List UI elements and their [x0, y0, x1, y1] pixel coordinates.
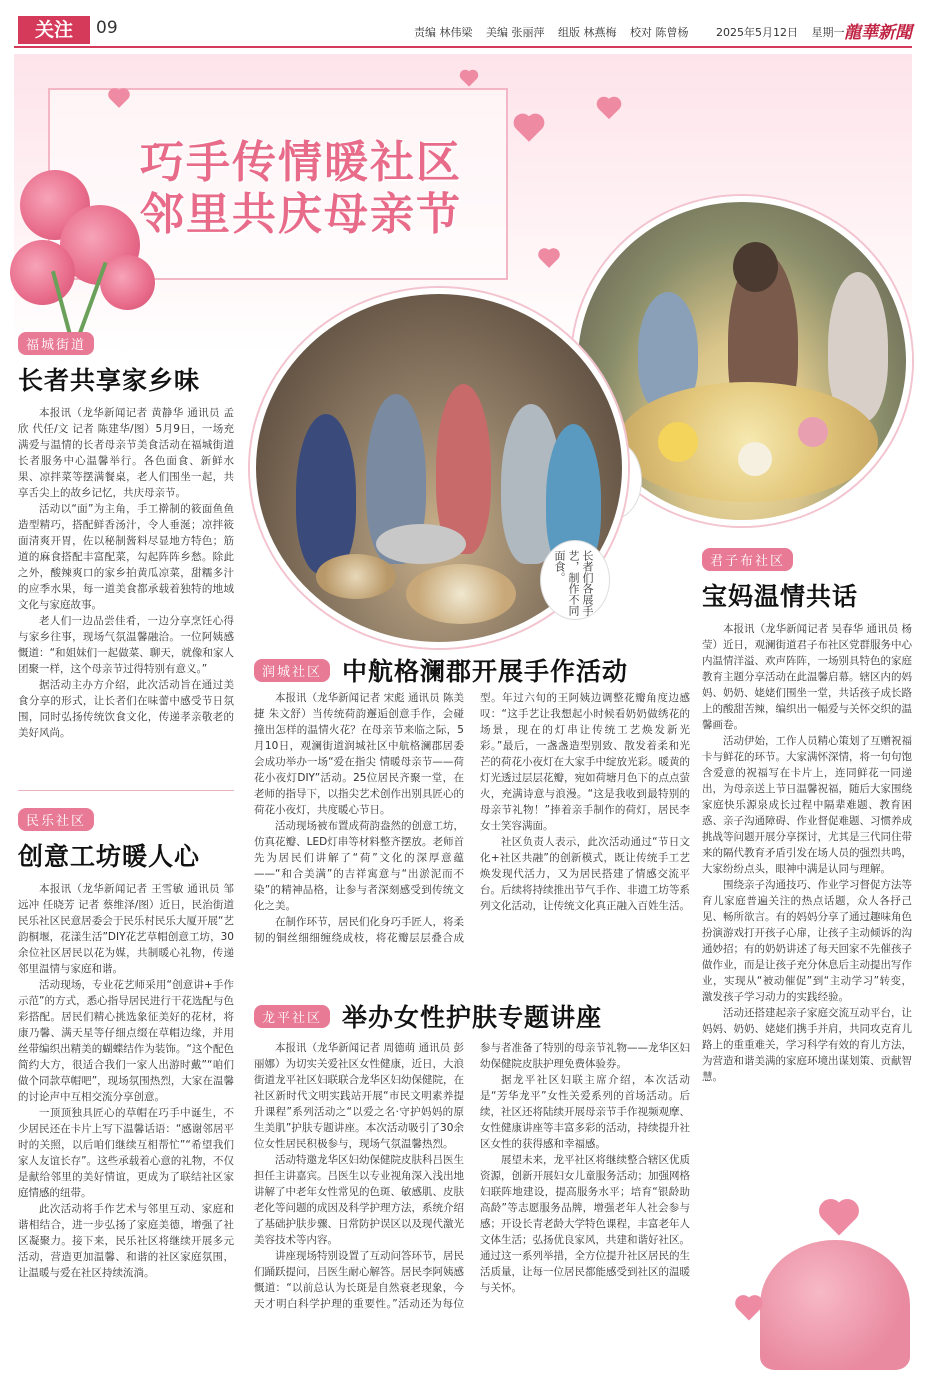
- page-header: [14, 14, 912, 48]
- paragraph: 活动以“面”为主角，手工擀制的筱面鱼鱼造型精巧，搭配鲜香汤汁，令人垂涎；凉拌筱面清爽开胃，佐以秘制酱料尽显地方特色；筋道的麻食搭配丰富配菜，勾起阵阵乡愁。除此之外，酸辣爽口的家乡拍黄瓜凉菜，甜糯多汁的应季水果，每一道美食都承载着独特的地域文化与家庭故事。: [18, 503, 234, 611]
- article-tag: 润城社区: [254, 659, 330, 682]
- section-tag: 关注: [18, 16, 90, 44]
- paragraph: 讲座现场特别设置了互动问答环节，居民们踊跃提问，吕医生耐心解答。居民李阿姨感慨道：“以前总认为长斑是自然衰老现象，今天才明白科学护理的重要性。”活动还为每位参与者准备了特别的母亲节礼物——龙华区妇幼保健院皮肤护理免费体验券。: [254, 1042, 690, 1310]
- article-header-row: [254, 998, 602, 1034]
- editorial-credits: [414, 24, 855, 40]
- masthead-logo: 龍華新聞: [844, 23, 912, 43]
- paragraph: 活动现场被布置成荷韵盎然的创意工坊，仿真花瓣、LED灯串等材料整齐摆放。老师首先为居民们讲解了“荷”文化的深厚意蕴——“和合美满”的吉祥寓意与“出淤泥而不染”的精神品格，让参与者深刻感受到传统文化之美。: [254, 820, 464, 912]
- article-tag: 民乐社区: [18, 808, 94, 831]
- article-body: [254, 1040, 690, 1368]
- article-body: [18, 405, 234, 741]
- article-body: [18, 881, 234, 1281]
- paragraph: 社区负责人表示，此次活动通过“节日文化+社区共融”的创新模式，既让传统手工艺焕发现代活力，又为居民搭建了情感交流平台。后续将持续推出节气手作、非遗工坊等系列文化活动，让传统文化真正融入百姓生活。: [480, 836, 690, 912]
- article-title: 长者共享家乡味: [18, 366, 201, 395]
- paragraph: 老人们一边品尝佳肴，一边分享烹饪心得与家乡往事，现场气氛温馨融洽。一位阿姨感慨道：“和姐妹们一起做菜、聊天，就像和家人团聚一样，这个母亲节过得特别有意义。”: [18, 615, 234, 675]
- paragraph: 本报讯（龙华新闻记者 吴春华 通讯员 杨莹）近日，观澜街道君子布社区党群服务中心内温情洋溢、欢声阵阵，一场别具特色的家庭教育主题分享活动在此温馨启幕。辖区内的妈妈、奶奶、姥姥们围坐一堂，共话孩子成长路上的酸甜苦辣，编织出一幅爱与关怀交织的温馨画卷。: [702, 623, 912, 731]
- page-number: 09: [96, 18, 118, 38]
- issue-weekday: 星期一: [811, 26, 845, 39]
- article-title: 宝妈温情共话: [702, 582, 859, 611]
- layout-credit: 组版 林燕梅: [558, 26, 617, 39]
- paragraph: 本报讯（龙华新闻记者 宋彪 通讯员 陈美捷 朱文舒）当传统荷韵邂逅创意手作，会碰撞出怎样的温情火花？在母亲节来临之际，5月10日，观澜街道润城社区中航格澜郡居委会成功举办一场“爱在指尖 情暖母亲节——荷花小夜灯DIY”活动。25位居民齐聚一堂，在老师的指导下，以指尖艺术创作出别具匠心的荷花小夜灯，共度暖心节日。: [254, 692, 464, 816]
- article-junzibu: [702, 548, 912, 1188]
- paragraph: 活动现场，专业花艺师采用“创意讲+手作示范”的方式，悉心指导居民进行干花选配与色彩搭配。居民们精心挑选象征美好的花材，将康乃馨、满天星等仔细点缀在草帽边缘，并用丝带编织出精美的蝴蝶结作为装饰。“这个配色简约大方，很适合我们一家人出游时戴”“咱们做个同款草帽吧”，现场氛围热烈，大家在温馨的讨论声中互相交流分享创意。: [18, 979, 234, 1103]
- article-title: 中航格澜郡开展手作活动: [342, 657, 629, 686]
- photo-caption-noodles: 长者们各展手艺，制作不同面食。: [553, 550, 594, 616]
- article-header-row: [254, 652, 628, 688]
- column-divider: [18, 790, 234, 791]
- article-title: 举办女性护肤专题讲座: [342, 1003, 603, 1032]
- paragraph: 此次活动将手作艺术与邻里互动、家庭和谐相结合，进一步弘扬了家庭美德，增强了社区凝聚力。接下来，民乐社区将继续开展多元活动，营造更加温馨、和谐的社区家庭氛围，让温暖与爱在社区持续流淌。: [18, 1203, 234, 1279]
- article-tag: 龙平社区: [254, 1005, 330, 1028]
- article-tag: 福城街道: [18, 332, 94, 355]
- designer-credit: 美编 张丽萍: [486, 26, 545, 39]
- article-body: [254, 690, 690, 986]
- paragraph: 本报讯（龙华新闻记者 王雪敏 通讯员 邹远冲 任晓芳 记者 蔡维泽/图）近日，民治街道民乐社区民意居委会于民乐村民乐大厦开展“艺韵桐堰，花漾生活”DIY花艺草帽创意工坊，30余位社区居民以花为媒，共制暖心礼物，传递邻里温情与家庭和谐。: [18, 883, 234, 975]
- headline-line-2: 邻里共庆母亲节: [140, 189, 462, 240]
- paragraph: 一顶顶独具匠心的草帽在巧手中诞生，不少居民还在卡片上写下温馨话语：“感谢邻居平时的关照，以后咱们继续互相帮忙”“希望我们家人友谊长存”。这些承载着心意的礼物，不仅是献给邻里的美好情谊，更成为了联结社区家庭情感的纽带。: [18, 1107, 234, 1199]
- paragraph: 据活动主办方介绍，此次活动旨在通过美食分享的形式，让长者们在味蕾中感受节日氛围，同时弘扬传统饮食文化，传递孝亲敬老的美好风尚。: [18, 679, 234, 739]
- paragraph: 活动特邀龙华区妇幼保健院皮肤科吕医生担任主讲嘉宾。吕医生以专业视角深入浅出地讲解了中老年女性常见的色斑、敏感肌、皮肤老化等问题的成因及科学护理方法，系统介绍了基础护肤步骤、日常防护误区以及现代激光美容技术等内容。: [254, 1154, 464, 1246]
- paragraph: 围绕亲子沟通技巧、作业学习督促方法等育儿家庭普遍关注的热点话题，众人各抒己见、畅所欲言。有的妈妈分享了通过趣味角色扮演游戏打开孩子心扉，让孩子主动倾诉的沟通妙招；有的奶奶讲述了每天回家不先催孩子做作业，而是让孩子充分休息后主动提出写作业，实现从“被动催促”到“主动学习”转变，激发孩子学习动力的实践经验。: [702, 879, 912, 1003]
- issue-date: 2025年5月12日: [716, 26, 798, 39]
- paragraph: 活动还搭建起亲子家庭交流互动平台，让妈妈、奶奶、姥姥们携手并肩，共同攻克育儿路上的重重难关，学习科学有效的育儿方法，为营造和谐美满的家庭环境出谋划策、贡献智慧。: [702, 1007, 912, 1083]
- headline-line-1: 巧手传情暖社区: [140, 137, 462, 188]
- article-title: 创意工坊暖人心: [18, 842, 201, 871]
- paragraph: 本报讯（龙华新闻记者 周德萌 通讯员 彭丽娜）为切实关爱社区女性健康，近日，大浪街道龙平社区妇联联合龙华区妇幼保健院，在社区新时代文明实践站开展“市民文明素养提升课程”系列活动之“以爱之名·守护妈妈的原生美肌”护肤专题讲座。本次活动吸引了30余位女性居民积极参与，现场气氛温馨热烈。: [254, 1042, 464, 1150]
- paragraph: 展望未来，龙平社区将继续整合辖区优质资源，创新开展妇女儿童服务活动；加强网格妇联阵地建设，提高服务水平；培育“银龄助高龄”等志愿服务品牌，增强老年人社会参与感；开设长青老龄大学特色课程，丰富老年人文体生活；弘扬优良家风，共建和谐好社区。通过这一系列举措，全方位提升社区居民的生活质量，让每一位居民都能感受到社区的温暖与关怀。: [480, 1154, 690, 1294]
- paragraph: 据龙平社区妇联主席介绍，本次活动是“芳华龙平”女性关爱系列的首场活动。后续，社区还将陆续开展母亲节手作视频观摩、女性健康讲座等丰富多彩的活动，持续提升社区女性的获得感和幸福感。: [480, 1074, 690, 1150]
- article-fucheng: [18, 332, 234, 772]
- article-minle: [18, 808, 234, 1368]
- article-tag: 君子布社区: [702, 548, 793, 571]
- paragraph: 在制作环节，居民们化身巧手匠人，将柔韧的铜丝细细缠绕成枝，将花瓣层层叠合成型。年过六旬的王阿姨边调整花瓣角度边感叹：“这手艺让我想起小时候看奶奶做绣花的场景，现在的灯串让传统工艺焕发新光彩。”最后，一盏盏造型别致、散发着柔和光芒的荷花小夜灯在大家手中绽放光彩。暖黄的灯光透过层层花瓣，宛如荷塘月色下的点点萤火，充满诗意与浪漫。“这是我收到最特别的母亲节礼物！”捧着亲手制作的荷灯，居民李女士笑容满面。: [254, 692, 690, 944]
- paragraph: 活动伊始，工作人员精心策划了互赠祝福卡与鲜花的环节。大家满怀深情，将一句句饱含爱意的祝福写在卡片上，连同鲜花一同递出，为母亲送上节日温馨祝福，随后大家围绕家庭快乐源泉成长过程中隔辈难题、教育困惑、亲子沟通障碍、作业督促难题、习惯养成挑战等问题开展分享探讨，尤其是三代同住带来的隔代教育矛盾引发在场人员的强烈共鸣，大家纷纷点头，眼神中满是认同与理解。: [702, 735, 912, 875]
- proof-credit: 校对 陈曾杨: [630, 26, 689, 39]
- article-body: [702, 621, 912, 1085]
- paragraph: 本报讯（龙华新闻记者 黄静华 通讯员 孟欣 代任/文 记者 陈建华/图）5月9日，一场充满爱与温情的长者母亲节美食活动在福城街道长者服务中心温馨举行。各色面食、新鲜水果、凉拌菜等摆满餐桌，老人们围坐一起，共享舌尖上的故乡记忆，共庆母亲节。: [18, 407, 234, 499]
- editor-credit: 责编 林伟梁: [414, 26, 473, 39]
